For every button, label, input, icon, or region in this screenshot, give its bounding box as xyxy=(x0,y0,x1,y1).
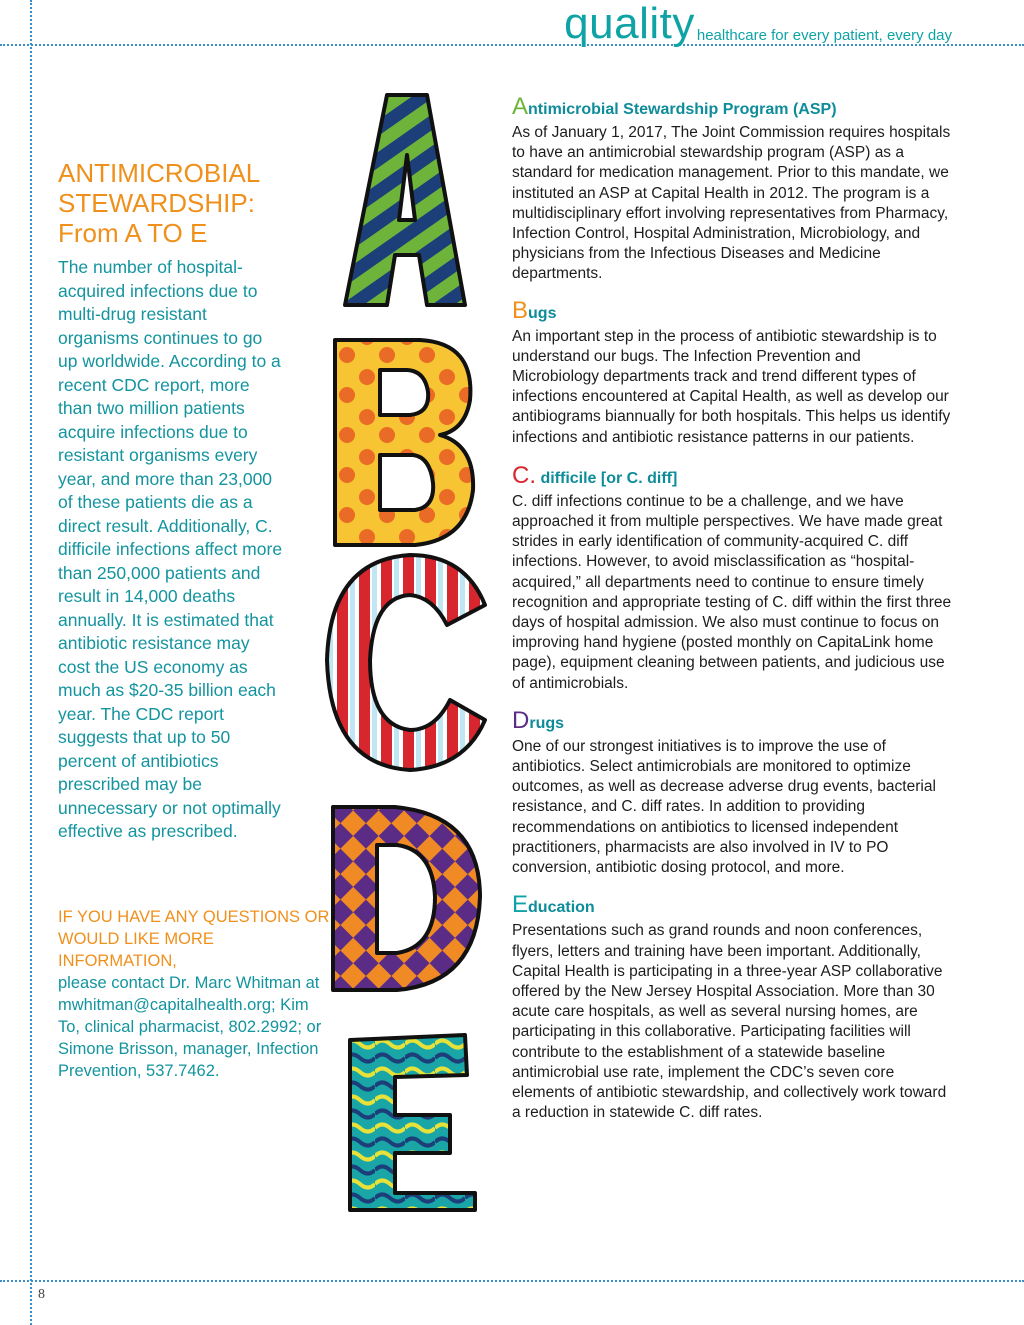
bottom-dotted-rule xyxy=(0,1280,1024,1282)
letter-d-graphic xyxy=(333,807,480,990)
letter-e-graphic xyxy=(350,1035,475,1210)
left-dotted-rule xyxy=(30,0,32,1325)
brand-wordmark: quality xyxy=(564,0,695,48)
title-line: From A TO E xyxy=(58,218,208,248)
page-header xyxy=(564,0,952,46)
letter-a-graphic xyxy=(345,95,465,305)
section-heading xyxy=(512,891,952,919)
title-line: STEWARDSHIP: xyxy=(58,188,255,218)
decorative-letters xyxy=(315,85,510,1215)
section-initial: B xyxy=(512,296,529,324)
section-heading xyxy=(512,461,952,490)
section-heading-text: ntimicrobial Stewardship Program (ASP) xyxy=(528,101,837,118)
letter-c-graphic xyxy=(327,555,485,770)
section-body: As of January 1, 2017, The Joint Commission requires hospitals to have an antimicrobial stewardship program (ASP) as a standard for medication management. Prior to this mandate, we instituted an ASP at Capital Health in 2012. The program is a multidisciplinary effort involving representatives from Pharmacy, Infection Control, Hospital Administration, Microbiology, and physicians from the Infectious Diseases and Medicine departments. xyxy=(512,124,951,283)
section-drugs xyxy=(512,706,952,878)
sidebar-title xyxy=(58,158,330,248)
section-heading-text: ducation xyxy=(528,899,595,917)
section-bugs xyxy=(512,296,952,448)
section-initial: C. xyxy=(512,461,536,489)
sidebar-intro: The number of hospital-acquired infections due to multi-drug resistant organisms continues to go up worldwide. According to a recent CDC report, more than two million patients acquire infections due to resistant organisms every year, and more than 23,000 of these patients die as a direct result. Additionally, C. difficile infections affect more than 250,000 patients and result in 14,000 deaths annually. It is estimated that antibiotic resistance may cost the US economy as much as $20-35 billion each year. The CDC report suggests that up to 50 percent of antibiotics prescribed may be unnecessary or not optimally effective as prescribed. xyxy=(58,257,283,841)
sidebar-contact: please contact Dr. Marc Whitman at mwhitman@capitalhealth.org; Kim To, clinical pharmacist, 802.2992; or Simone Brisson, manager, Infection Prevention, 537.7462. xyxy=(58,973,322,1080)
section-body: Presentations such as grand rounds and noon conferences, flyers, letters and training have been important. Additionally, Capital Health is participating in a three-year ASP collaborative offered by the New Jersey Hospital Association. More than 30 acute care hospitals, as well as several nursing homes, are participating in this collaborative. Participating facilities will contribute to the establishment of a statewide baseline antimicrobial use rate, implement the CDC’s seven core elements of antibiotic stewardship, and collectively work toward a reduction in statewide C. diff rates. xyxy=(512,922,947,1122)
sidebar xyxy=(58,158,330,1082)
section-body: One of our strongest initiatives is to improve the use of antibiotics. Select antimicrobials are monitored to optimize outcomes, as well as decrease adverse drug events, bacterial resistance, and C. diff rates. In addition to providing recommendations on antibiotics to licensed independent practitioners, pharmacists are also involved in IV to PO conversion, antibiotic dosing protocol, and more. xyxy=(512,737,936,877)
section-heading-text: difficile [or C. diff] xyxy=(536,469,678,487)
sidebar-cta: IF YOU HAVE ANY QUESTIONS OR WOULD LIKE MORE INFORMATION, xyxy=(58,907,330,970)
page-number: 8 xyxy=(38,1287,45,1302)
section-heading xyxy=(512,706,952,735)
section-heading xyxy=(512,296,952,325)
section-initial: A xyxy=(512,93,529,120)
section-c-difficile xyxy=(512,461,952,694)
letter-b-graphic xyxy=(335,340,473,545)
section-body: An important step in the process of antibiotic stewardship is to understand our bugs. The Infection Prevention and Microbiology departments track and trend different types of infections encountered at Capital Health, as well as develop our antibiograms biannually for both hospitals. This helps us identify infections and antibiotic resistance patterns in our patients. xyxy=(512,327,951,446)
section-body: C. diff infections continue to be a challenge, and we have approached it from multiple perspectives. We have made great strides in early identification of community-acquired C. diff infections. However, to avoid misclassification as “hospital-acquired,” all departments need to continue to ensure timely recognition and appropriate testing of C. diff within the first three days of hospital admission. We also must continue to focus on improving hand hygiene (posted monthly on CapitaLink home page), equipment cleaning between patients, and judicious use of antimicrobials. xyxy=(512,492,952,692)
section-initial: D xyxy=(512,706,530,734)
header-tagline: healthcare for every patient, every day xyxy=(696,27,952,44)
title-line: ANTIMICROBIAL xyxy=(58,158,261,188)
section-heading-text: rugs xyxy=(529,714,565,732)
section-initial: E xyxy=(512,891,529,919)
main-content xyxy=(512,93,952,1123)
section-heading-text: ugs xyxy=(528,304,557,322)
section-antimicrobial-stewardship xyxy=(512,93,952,285)
section-education xyxy=(512,891,952,1123)
section-heading xyxy=(512,93,952,121)
